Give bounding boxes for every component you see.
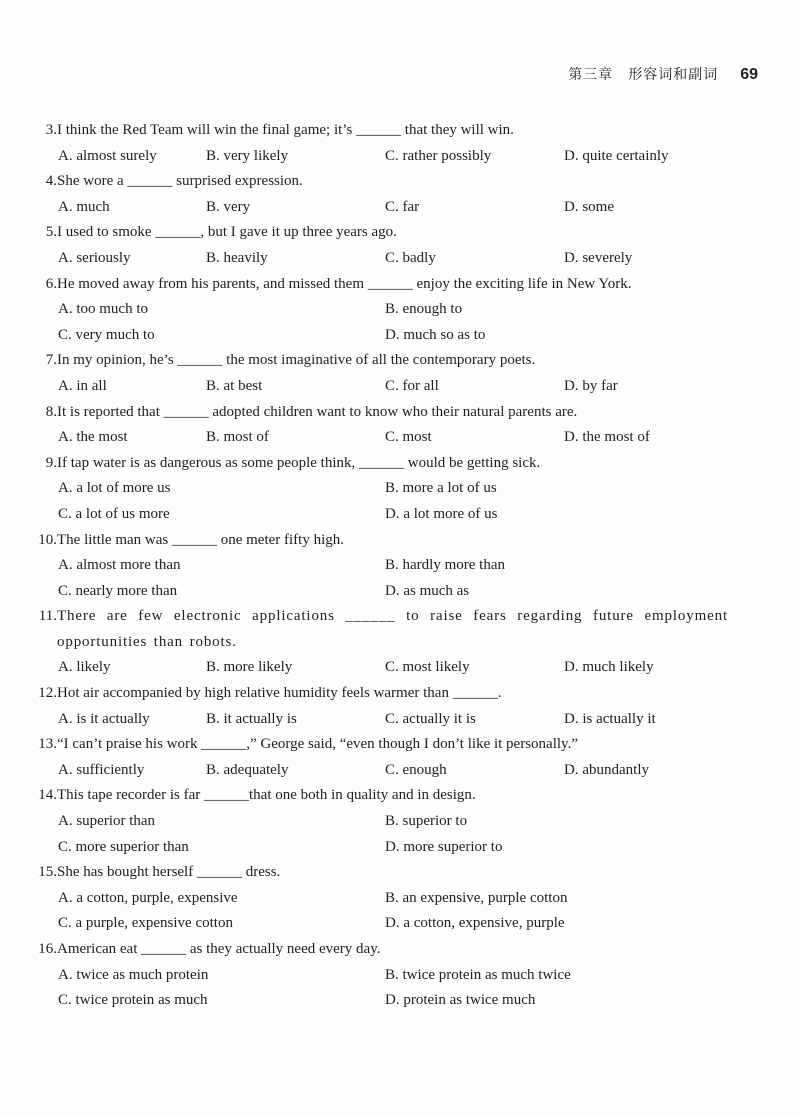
question-text: There are few electronic applications ______ to raise fears regarding future employment opportunities than robots. — [57, 608, 728, 650]
question-number: 6. — [45, 275, 57, 292]
question-number: 11. — [38, 608, 57, 625]
option-b: B. it actually is — [206, 710, 297, 727]
question-item — [28, 400, 728, 451]
option-row — [28, 374, 728, 400]
option-d: D. severely — [564, 249, 633, 266]
question-number: 14. — [38, 787, 57, 804]
option-b: B. very — [206, 198, 251, 215]
option-c: C. rather possibly — [385, 147, 492, 164]
option-row — [28, 655, 728, 681]
question-item — [28, 451, 728, 528]
question-number: 9. — [45, 454, 57, 471]
option-row — [28, 195, 728, 221]
question-item — [28, 937, 728, 1014]
option-row — [28, 425, 728, 451]
question-item — [28, 528, 728, 605]
option-d: D. more superior to — [385, 838, 503, 855]
question-stem — [28, 400, 728, 426]
question-text: If tap water is as dangerous as some people think, ______ would be getting sick. — [57, 454, 541, 471]
option-a: A. twice as much protein — [58, 966, 209, 983]
question-stem — [28, 681, 728, 707]
question-text: This tape recorder is far ______that one both in quality and in design. — [57, 787, 476, 804]
question-number: 15. — [38, 864, 57, 881]
option-grid — [28, 297, 728, 348]
question-text: He moved away from his parents, and missed them ______ enjoy the exciting life in New York. — [57, 275, 632, 292]
option-a: A. much — [58, 198, 110, 215]
question-stem — [28, 604, 728, 655]
question-text: In my opinion, he’s ______ the most imaginative of all the contemporary poets. — [57, 352, 536, 369]
option-c: C. badly — [385, 249, 436, 266]
question-item — [28, 220, 728, 271]
option-b: B. heavily — [206, 249, 268, 266]
question-stem — [28, 220, 728, 246]
option-d: D. as much as — [385, 582, 470, 599]
option-c: C. a lot of us more — [58, 505, 170, 522]
option-c: C. most — [385, 429, 432, 446]
option-b: B. most of — [206, 429, 269, 446]
option-grid — [28, 886, 728, 937]
option-c: C. twice protein as much — [58, 992, 208, 1009]
question-stem — [28, 348, 728, 374]
option-c: C. most likely — [385, 659, 470, 676]
question-item — [28, 732, 728, 783]
option-d: D. by far — [564, 377, 618, 394]
option-a: A. almost surely — [58, 147, 157, 164]
option-b: B. at best — [206, 377, 263, 394]
option-grid — [28, 809, 728, 860]
question-text: “I can’t praise his work ______,” George said, “even though I don’t like it personally.” — [57, 736, 578, 753]
question-number: 13. — [38, 736, 57, 753]
option-c: C. far — [385, 198, 420, 215]
option-b: B. twice protein as much twice — [385, 966, 571, 983]
question-text: I think the Red Team will win the final game; it’s ______ that they will win. — [57, 122, 514, 138]
question-text: American eat ______ as they actually need every day. — [57, 941, 381, 957]
question-number: 8. — [45, 403, 57, 420]
option-grid — [28, 476, 728, 527]
question-stem — [28, 783, 728, 809]
option-a: A. almost more than — [58, 557, 181, 574]
question-item — [28, 169, 728, 220]
option-row — [28, 144, 728, 170]
option-b: B. adequately — [206, 761, 289, 778]
question-number: 5. — [45, 224, 57, 241]
option-d: D. some — [564, 198, 614, 215]
option-grid — [28, 963, 728, 1014]
question-stem — [28, 118, 728, 144]
option-d: D. the most of — [564, 429, 650, 446]
option-a: A. too much to — [58, 301, 148, 318]
question-item — [28, 783, 728, 860]
question-stem — [28, 272, 728, 298]
chapter-title: 第三章 形容词和副词 — [568, 67, 719, 83]
option-a: A. likely — [58, 659, 111, 676]
option-d: D. protein as twice much — [385, 992, 536, 1009]
question-text: I used to smoke ______, but I gave it up three years ago. — [57, 224, 397, 241]
question-item — [28, 681, 728, 732]
option-a: A. seriously — [58, 249, 131, 266]
option-d: D. much so as to — [385, 326, 486, 343]
question-stem — [28, 937, 728, 963]
question-stem — [28, 860, 728, 886]
option-c: C. for all — [385, 377, 439, 394]
question-number: 12. — [38, 685, 57, 702]
option-d: D. a cotton, expensive, purple — [385, 915, 565, 932]
question-text: It is reported that ______ adopted children want to know who their natural parents are. — [57, 403, 578, 420]
question-number: 16. — [38, 941, 57, 957]
option-c: C. enough — [385, 761, 447, 778]
option-row — [28, 707, 728, 733]
question-item — [28, 604, 728, 681]
question-text: She wore a ______ surprised expression. — [57, 173, 303, 190]
page-header — [568, 64, 758, 84]
option-b: B. superior to — [385, 813, 468, 830]
option-a: A. superior than — [58, 813, 156, 830]
question-item — [28, 348, 728, 399]
option-grid — [28, 553, 728, 604]
option-a: A. a lot of more us — [58, 480, 171, 497]
question-text: Hot air accompanied by high relative humidity feels warmer than ______. — [57, 685, 502, 702]
question-text: She has bought herself ______ dress. — [57, 864, 281, 881]
question-item — [28, 272, 728, 349]
option-c: C. a purple, expensive cotton — [58, 915, 233, 932]
option-b: B. more likely — [206, 659, 293, 676]
question-stem — [28, 732, 728, 758]
question-number: 7. — [45, 352, 57, 369]
option-c: C. nearly more than — [58, 582, 178, 599]
option-a: A. in all — [58, 377, 107, 394]
option-a: A. is it actually — [58, 710, 150, 727]
option-b: B. more a lot of us — [385, 480, 497, 497]
option-row — [28, 758, 728, 784]
option-c: C. more superior than — [58, 838, 189, 855]
option-b: B. hardly more than — [385, 557, 505, 574]
page-number: 69 — [740, 66, 758, 83]
question-stem — [28, 451, 728, 477]
option-a: A. sufficiently — [58, 761, 145, 778]
option-d: D. quite certainly — [564, 147, 669, 164]
question-number: 3. — [45, 122, 57, 138]
question-item — [28, 860, 728, 937]
question-number: 10. — [38, 531, 57, 548]
option-b: B. enough to — [385, 301, 463, 318]
option-b: B. an expensive, purple cotton — [385, 889, 568, 906]
option-d: D. abundantly — [564, 761, 649, 778]
option-b: B. very likely — [206, 147, 289, 164]
option-d: D. a lot more of us — [385, 505, 498, 522]
option-a: A. the most — [58, 429, 128, 446]
option-d: D. much likely — [564, 659, 654, 676]
option-c: C. actually it is — [385, 710, 476, 727]
option-row — [28, 246, 728, 272]
question-stem — [28, 169, 728, 195]
question-number: 4. — [45, 173, 57, 190]
question-text: The little man was ______ one meter fifty high. — [57, 531, 345, 548]
question-list — [28, 118, 728, 1014]
option-a: A. a cotton, purple, expensive — [58, 889, 238, 906]
question-item — [28, 118, 728, 169]
option-c: C. very much to — [58, 326, 155, 343]
question-stem — [28, 528, 728, 554]
option-d: D. is actually it — [564, 710, 656, 727]
